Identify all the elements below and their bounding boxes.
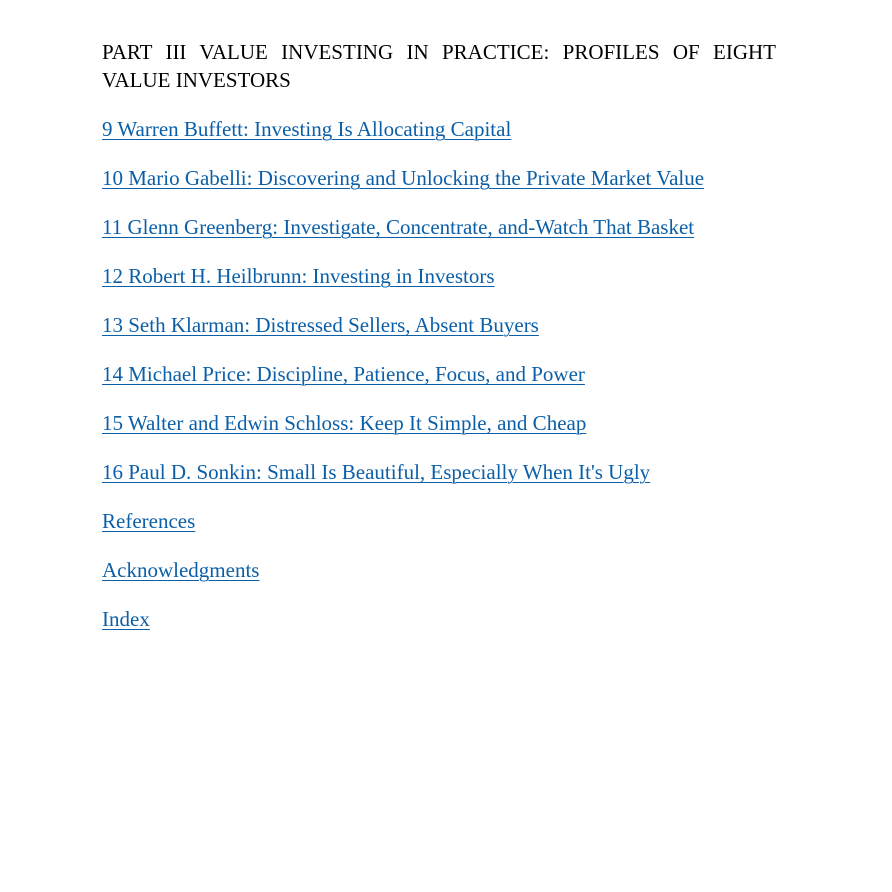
toc-list xyxy=(102,115,776,654)
toc-item-chapter-11 xyxy=(102,213,776,262)
toc-item-chapter-10 xyxy=(102,164,776,213)
toc-link-chapter-16[interactable]: 16 Paul D. Sonkin: Small Is Beautiful, Especially When It's Ugly xyxy=(102,460,651,484)
toc-item-references xyxy=(102,507,776,556)
toc-item-index xyxy=(102,605,776,654)
toc-item-chapter-15 xyxy=(102,409,776,458)
part-heading: PART III VALUE INVESTING IN PRACTICE: PROFILES OF EIGHT VALUE INVESTORS xyxy=(102,40,776,92)
toc-link-acknowledgments[interactable]: Acknowledgments xyxy=(102,558,260,582)
toc-link-references[interactable]: References xyxy=(102,509,196,533)
toc-link-chapter-9[interactable]: 9 Warren Buffett: Investing Is Allocating Capital xyxy=(102,117,512,141)
toc-link-chapter-10[interactable]: 10 Mario Gabelli: Discovering and Unlocking the Private Market Value xyxy=(102,166,705,190)
toc-item-chapter-12 xyxy=(102,262,776,311)
toc-link-chapter-14[interactable]: 14 Michael Price: Discipline, Patience, Focus, and Power xyxy=(102,362,585,386)
toc-item-chapter-13 xyxy=(102,311,776,360)
toc-item-chapter-16 xyxy=(102,458,776,507)
toc-link-index[interactable]: Index xyxy=(102,607,150,631)
toc-link-chapter-12[interactable]: 12 Robert H. Heilbrunn: Investing in Investors xyxy=(102,264,495,288)
toc-item-chapter-9 xyxy=(102,115,776,164)
toc-item-acknowledgments xyxy=(102,556,776,605)
table-of-contents xyxy=(102,38,776,654)
toc-link-chapter-11[interactable]: 11 Glenn Greenberg: Investigate, Concentrate, and-Watch That Basket xyxy=(102,215,695,239)
toc-link-chapter-15[interactable]: 15 Walter and Edwin Schloss: Keep It Simple, and Cheap xyxy=(102,411,587,435)
toc-link-chapter-13[interactable]: 13 Seth Klarman: Distressed Sellers, Absent Buyers xyxy=(102,313,539,337)
toc-item-chapter-14 xyxy=(102,360,776,409)
